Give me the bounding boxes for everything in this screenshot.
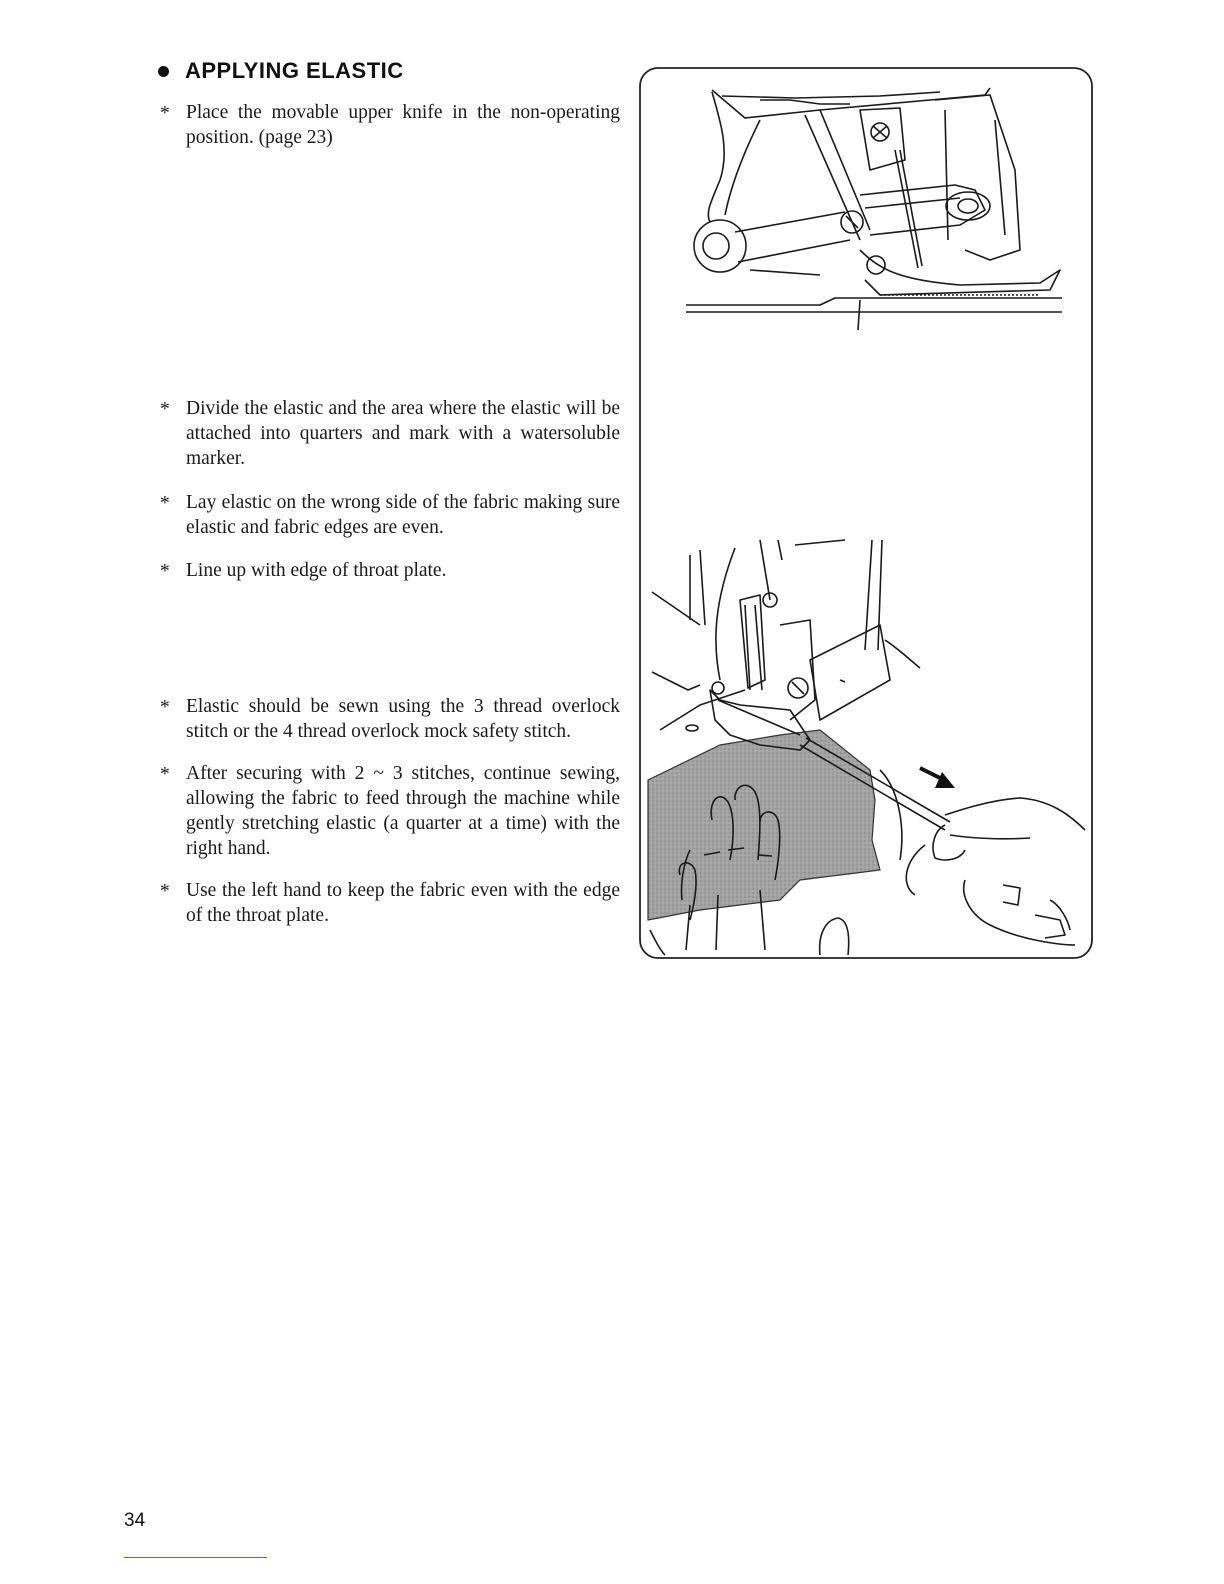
- instruction-text: Place the movable upper knife in the non-operating position. (page 23): [186, 102, 620, 148]
- movable-upper-knife-illustration: [686, 88, 1062, 330]
- asterisk-marker: *: [160, 697, 170, 718]
- asterisk-marker: *: [160, 561, 170, 582]
- fabric-swatch: [648, 730, 880, 920]
- page-number: 34: [124, 1510, 146, 1531]
- asterisk-marker: *: [160, 881, 170, 902]
- instruction-text: After securing with 2 ~ 3 stitches, continue sewing, allowing the fabric to feed through the machine while gently stretching elastic (a quarter at a time) with the right hand.: [186, 763, 620, 859]
- footer-rule: [124, 1557, 267, 1558]
- arrow-icon: [920, 768, 955, 788]
- instruction-text: Line up with edge of throat plate.: [186, 560, 447, 581]
- asterisk-marker: *: [160, 399, 170, 420]
- instruction-text: Use the left hand to keep the fabric even with the edge of the throat plate.: [186, 880, 620, 926]
- instruction-text: Lay elastic on the wrong side of the fabric making sure elastic and fabric edges are even.: [186, 492, 620, 538]
- instruction-text: Divide the elastic and the area where the elastic will be attached into quarters and mark with a watersoluble marker.: [186, 398, 620, 469]
- asterisk-marker: *: [160, 493, 170, 514]
- asterisk-marker: *: [160, 103, 170, 124]
- section-title: APPLYING ELASTIC: [185, 58, 404, 83]
- sewing-elastic-illustration: [648, 540, 1085, 955]
- instruction-text: Elastic should be sewn using the 3 thread overlock stitch or the 4 thread overlock mock safety stitch.: [186, 696, 620, 742]
- asterisk-marker: *: [160, 764, 170, 785]
